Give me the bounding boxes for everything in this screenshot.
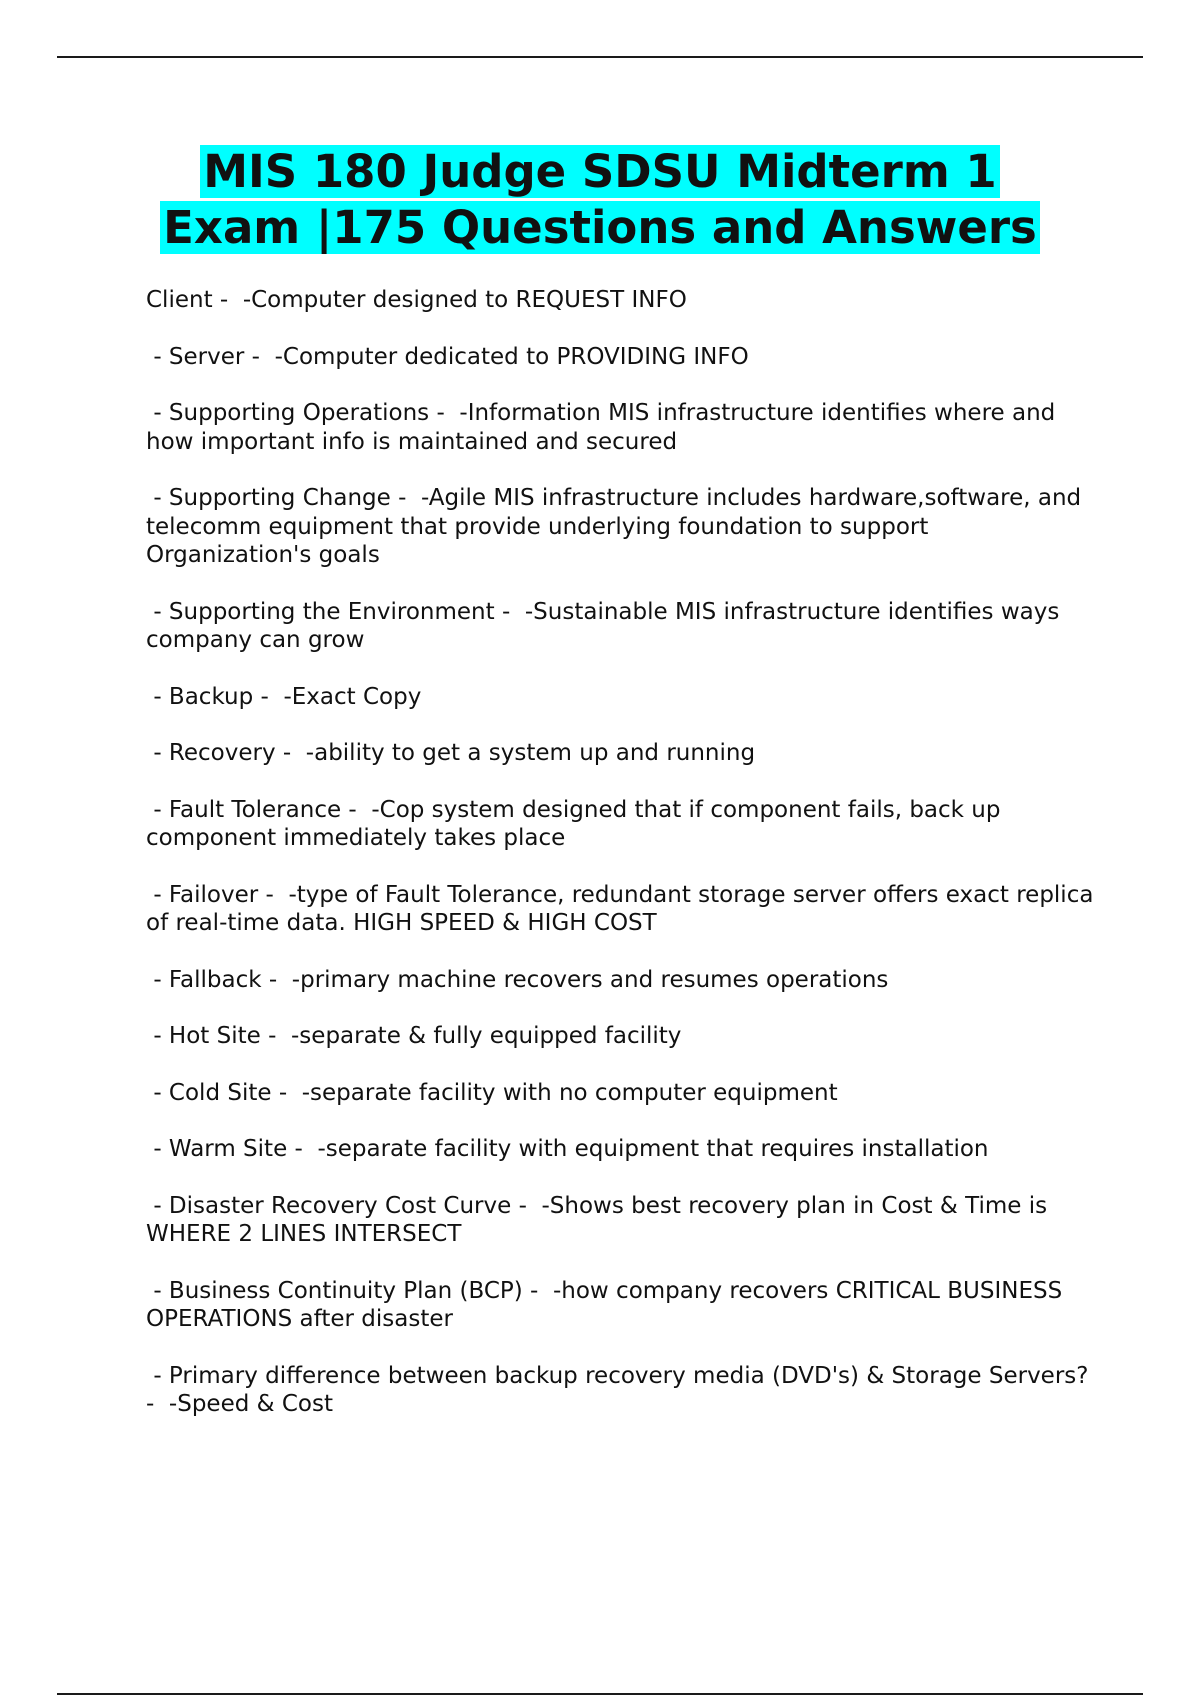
document-title	[0, 144, 1200, 256]
qa-item: - Business Continuity Plan (BCP) - -how company recovers CRITICAL BUSINESS OPERATIONS after disaster	[146, 1277, 1070, 1332]
qa-item: - Fallback - -primary machine recovers and resumes operations	[146, 966, 889, 993]
qa-item: - Supporting Operations - -Information MIS infrastructure identifies where and how important info is maintained and secured	[146, 400, 1063, 455]
header-rule	[57, 56, 1143, 58]
qa-item: - Failover - -type of Fault Tolerance, redundant storage server offers exact replica of real-time data. HIGH SPEED & HIGH COST	[146, 881, 1101, 936]
qa-item: - Supporting Change - -Agile MIS infrastructure includes hardware,software, and telecomm equipment that provide underlying foundation to support Organization's goals	[146, 485, 1089, 568]
qa-item: - Warm Site - -separate facility with equipment that requires installation	[146, 1136, 989, 1162]
title-line-1: MIS 180 Judge SDSU Midterm 1	[200, 145, 999, 198]
title-line-2: Exam |175 Questions and Answers	[160, 201, 1040, 254]
qa-item: Client - -Computer designed to REQUEST INFO	[146, 287, 687, 313]
footer-rule	[57, 1693, 1143, 1695]
qa-item: - Fault Tolerance - -Cop system designed that if component fails, back up component immediately takes place	[146, 796, 1008, 851]
qa-item: - Primary difference between backup recovery media (DVD's) & Storage Servers? - -Speed & Cost	[146, 1362, 1096, 1417]
qa-item: - Backup - -Exact Copy	[146, 683, 422, 710]
qa-item: - Server - -Computer dedicated to PROVIDING INFO	[146, 343, 749, 370]
qa-item: - Hot Site - -separate & fully equipped facility	[146, 1023, 682, 1049]
qa-item: - Recovery - -ability to get a system up and running	[146, 740, 756, 766]
qa-item: - Disaster Recovery Cost Curve - -Shows best recovery plan in Cost & Time is WHERE 2 LINES INTERSECT	[146, 1192, 1055, 1247]
qa-list	[146, 286, 1101, 1447]
qa-item: - Cold Site - -separate facility with no computer equipment	[146, 1079, 838, 1106]
qa-item: - Supporting the Environment - -Sustainable MIS infrastructure identifies ways company can grow	[146, 598, 1067, 653]
